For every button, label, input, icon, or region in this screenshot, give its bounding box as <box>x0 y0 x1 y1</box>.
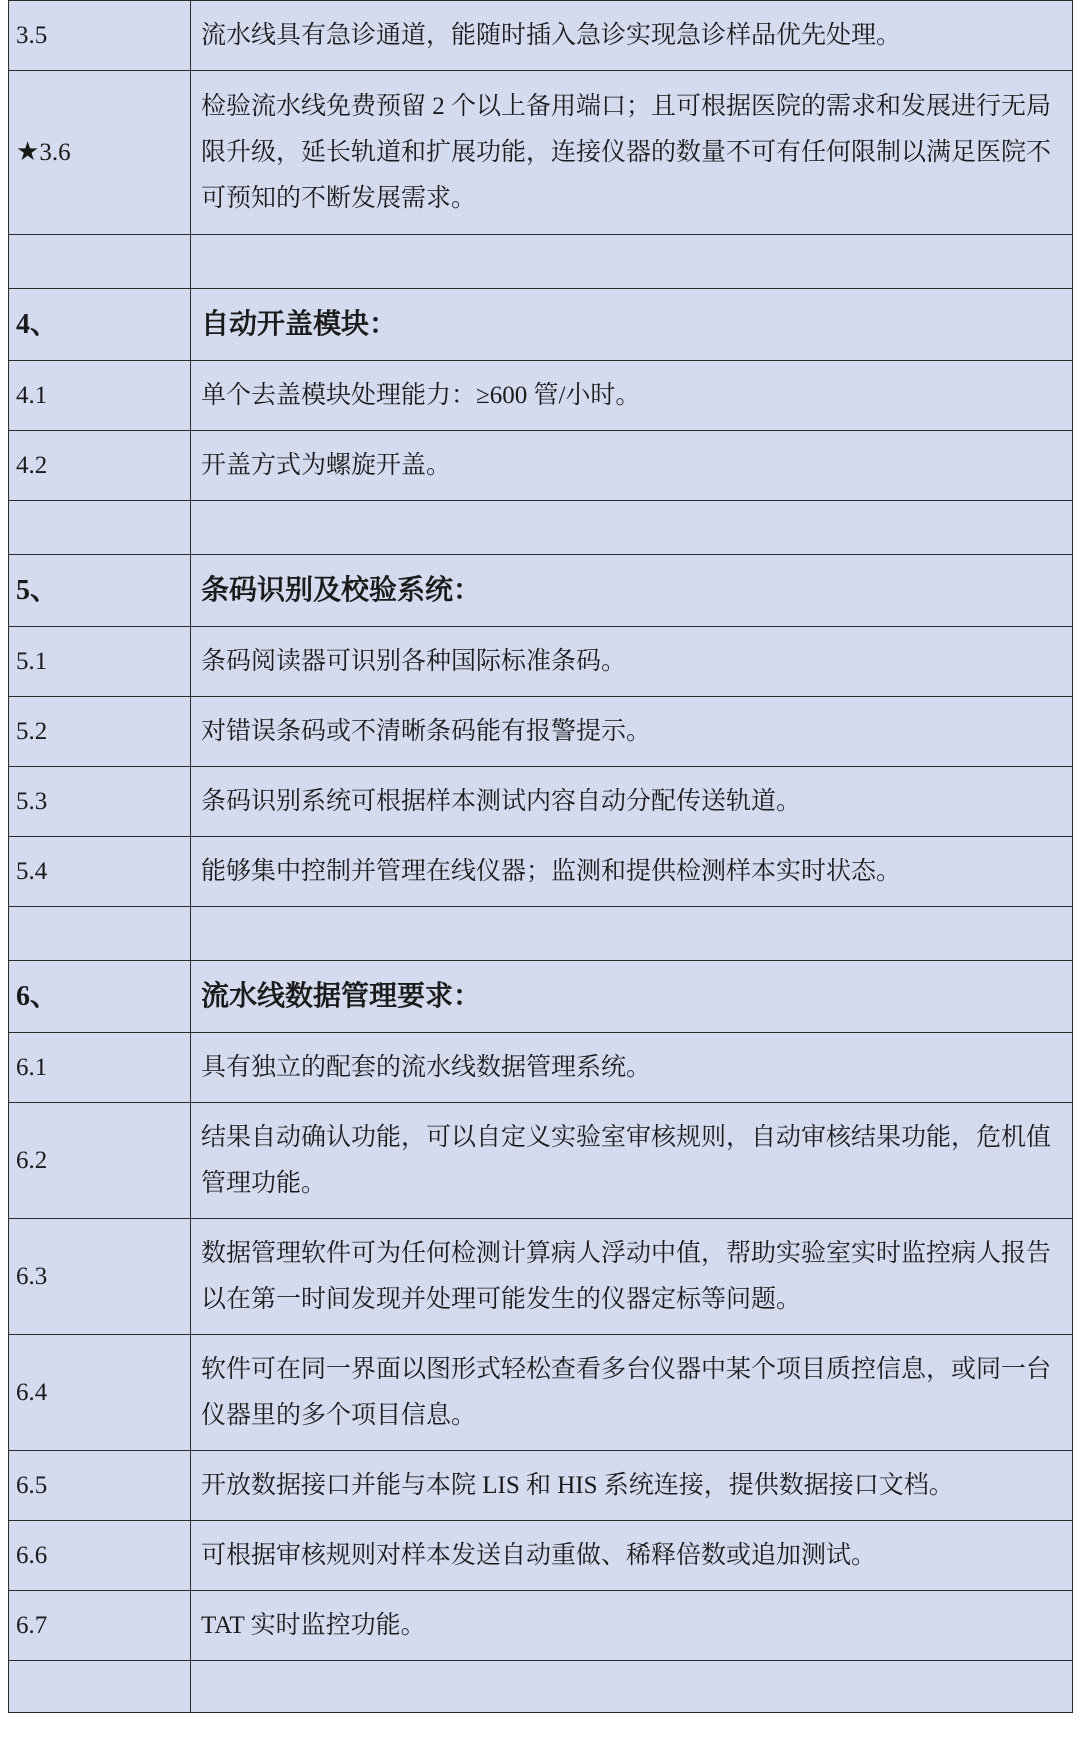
item-number-cell <box>9 1335 191 1451</box>
item-number: 4.2 <box>16 451 48 479</box>
table-row <box>9 767 1073 837</box>
item-number-cell <box>9 627 191 697</box>
item-number-cell <box>9 1451 191 1521</box>
requirement-text <box>191 907 1073 961</box>
item-number-cell <box>9 1033 191 1103</box>
requirement-text: 数据管理软件可为任何检测计算病人浮动中值，帮助实验室实时监控病人报告以在第一时间发现并处理可能发生的仪器定标等问题。 <box>191 1219 1073 1335</box>
item-number: 6、 <box>16 980 59 1012</box>
item-number: 5、 <box>16 574 59 606</box>
section-title: 流水线数据管理要求： <box>191 961 1073 1033</box>
table-row <box>9 1103 1073 1219</box>
table-row <box>9 1521 1073 1591</box>
table-row <box>9 431 1073 501</box>
item-number: 6.1 <box>16 1053 48 1081</box>
table-row <box>9 1335 1073 1451</box>
spacer-row <box>9 907 1073 961</box>
item-number-cell <box>9 235 191 289</box>
item-number: 6.2 <box>16 1146 48 1174</box>
item-number-cell <box>9 501 191 555</box>
item-number-cell <box>9 1521 191 1591</box>
requirement-text: 条码识别系统可根据样本测试内容自动分配传送轨道。 <box>191 767 1073 837</box>
item-number: 5.2 <box>16 717 48 745</box>
item-number-cell <box>9 907 191 961</box>
section-title: 条码识别及校验系统： <box>191 555 1073 627</box>
requirement-text: 软件可在同一界面以图形式轻松查看多台仪器中某个项目质控信息，或同一台仪器里的多个项目信息。 <box>191 1335 1073 1451</box>
spacer-row <box>9 501 1073 555</box>
item-number-cell <box>9 1103 191 1219</box>
table-row <box>9 697 1073 767</box>
item-number-cell <box>9 431 191 501</box>
item-number-cell <box>9 289 191 361</box>
item-number: 5.1 <box>16 647 48 675</box>
item-number: 6.3 <box>16 1262 48 1290</box>
item-number-cell <box>9 837 191 907</box>
item-number-cell <box>9 1219 191 1335</box>
item-number: 3.5 <box>16 21 48 49</box>
table-row <box>9 71 1073 235</box>
table-row <box>9 627 1073 697</box>
requirement-text: 对错误条码或不清晰条码能有报警提示。 <box>191 697 1073 767</box>
section-title: 自动开盖模块： <box>191 289 1073 361</box>
table-row <box>9 1 1073 71</box>
requirement-text: 结果自动确认功能，可以自定义实验室审核规则，自动审核结果功能，危机值管理功能。 <box>191 1103 1073 1219</box>
item-number: 5.4 <box>16 857 48 885</box>
table-row <box>9 361 1073 431</box>
table-row <box>9 1219 1073 1335</box>
section-header-row <box>9 289 1073 361</box>
item-number-cell <box>9 555 191 627</box>
requirement-text: 能够集中控制并管理在线仪器；监测和提供检测样本实时状态。 <box>191 837 1073 907</box>
spacer-row <box>9 235 1073 289</box>
spacer-row <box>9 1661 1073 1713</box>
requirement-text: 开盖方式为螺旋开盖。 <box>191 431 1073 501</box>
table-row <box>9 837 1073 907</box>
requirements-table-container <box>8 0 1072 1713</box>
item-number-cell <box>9 1 191 71</box>
item-number-cell <box>9 767 191 837</box>
requirements-table-body <box>9 1 1073 1713</box>
requirement-text: 开放数据接口并能与本院 LIS 和 HIS 系统连接，提供数据接口文档。 <box>191 1451 1073 1521</box>
item-number-cell <box>9 1661 191 1713</box>
item-number: 5.3 <box>16 787 48 815</box>
item-number-cell <box>9 71 191 235</box>
requirement-text: 单个去盖模块处理能力：≥600 管/小时。 <box>191 361 1073 431</box>
item-number-cell <box>9 361 191 431</box>
item-number: 3.6 <box>39 139 71 166</box>
table-row <box>9 1033 1073 1103</box>
requirement-text: 检验流水线免费预留 2 个以上备用端口；且可根据医院的需求和发展进行无局限升级，延长轨道和扩展功能，连接仪器的数量不可有任何限制以满足医院不可预知的不断发展需求。 <box>191 71 1073 235</box>
item-number: 4、 <box>16 308 59 340</box>
requirements-table <box>8 0 1073 1713</box>
requirement-text: 流水线具有急诊通道，能随时插入急诊实现急诊样品优先处理。 <box>191 1 1073 71</box>
requirement-text <box>191 235 1073 289</box>
section-header-row <box>9 961 1073 1033</box>
item-number: 4.1 <box>16 381 48 409</box>
item-number-cell <box>9 1591 191 1661</box>
requirement-text <box>191 501 1073 555</box>
requirement-text <box>191 1661 1073 1713</box>
requirement-text: 可根据审核规则对样本发送自动重做、稀释倍数或追加测试。 <box>191 1521 1073 1591</box>
star-icon: ★ <box>16 137 40 167</box>
item-number: 6.5 <box>16 1471 48 1499</box>
section-header-row <box>9 555 1073 627</box>
item-number: 6.4 <box>16 1378 48 1406</box>
requirement-text: 条码阅读器可识别各种国际标准条码。 <box>191 627 1073 697</box>
requirement-text: TAT 实时监控功能。 <box>191 1591 1073 1661</box>
item-number: 6.7 <box>16 1611 48 1639</box>
requirement-text: 具有独立的配套的流水线数据管理系统。 <box>191 1033 1073 1103</box>
item-number-cell <box>9 961 191 1033</box>
table-row <box>9 1451 1073 1521</box>
item-number: 6.6 <box>16 1541 48 1569</box>
table-row <box>9 1591 1073 1661</box>
item-number-cell <box>9 697 191 767</box>
